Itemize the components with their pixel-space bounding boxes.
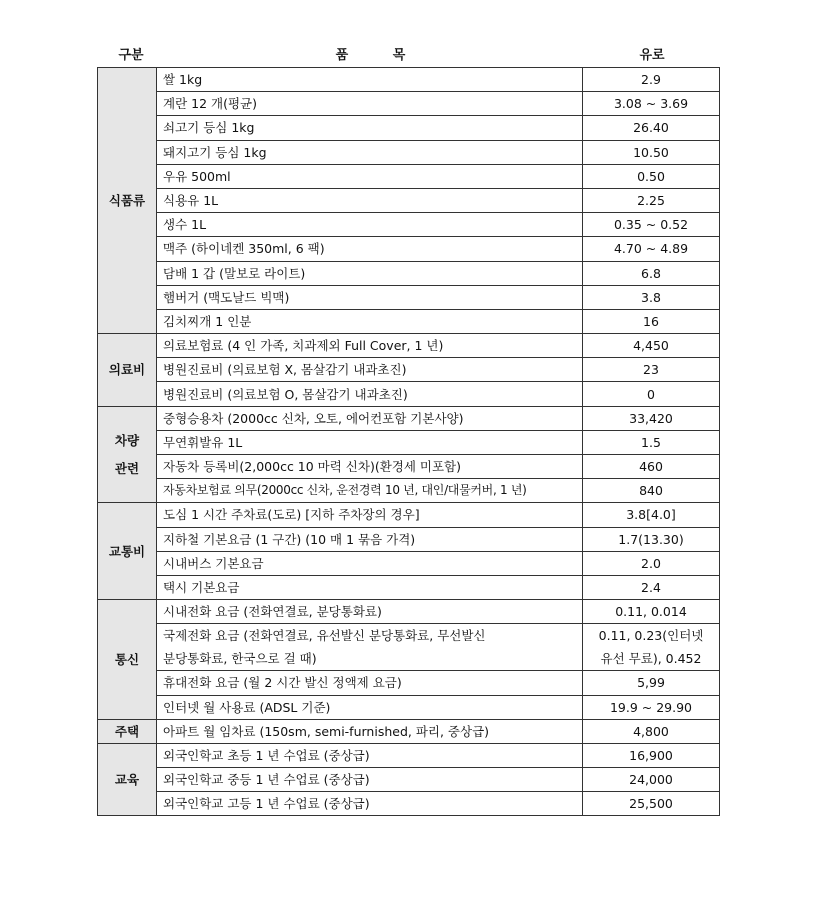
item-cell: 병원진료비 (의료보험 O, 몸살감기 내과초진): [157, 382, 583, 406]
price-cell: 2.4: [583, 575, 720, 599]
table-row: [98, 334, 720, 358]
price-cell: 4,450: [583, 334, 720, 358]
header-item: 품 목: [335, 48, 406, 63]
price-cell: 0: [583, 382, 720, 406]
price-cell: 1.5: [583, 430, 720, 454]
item-cell: 쇠고기 등심 1kg: [157, 116, 583, 140]
item-cell: [157, 624, 583, 671]
item-cell: 택시 기본요금: [157, 575, 583, 599]
item-cell: 자동차 등록비(2,000cc 10 마력 신차)(환경세 미포함): [157, 455, 583, 479]
table-row: [98, 527, 720, 551]
category-housing: 주택: [98, 719, 157, 743]
price-cell: 3.8[4.0]: [583, 503, 720, 527]
item-cell: 도심 1 시간 주차료(도로) [지하 주차장의 경우]: [157, 503, 583, 527]
category-transport: 교통비: [98, 503, 157, 600]
item-cell: 외국인학교 중등 1 년 수업료 (중상급): [157, 768, 583, 792]
table-row: [98, 624, 720, 671]
item-cell: 햄버거 (맥도날드 빅맥): [157, 285, 583, 309]
price-cell: 2.0: [583, 551, 720, 575]
price-table: [97, 67, 720, 816]
category-vehicle-line2: 관련: [114, 460, 140, 476]
table-row: [98, 575, 720, 599]
price-cell: [583, 624, 720, 671]
item-cell: 인터넷 월 사용료 (ADSL 기준): [157, 695, 583, 719]
item-cell: 식용유 1L: [157, 188, 583, 212]
item-cell: 계란 12 개(평균): [157, 92, 583, 116]
price-cell: 5,99: [583, 671, 720, 695]
category-communication: 통신: [98, 600, 157, 720]
table-row: [98, 116, 720, 140]
price-cell: 2.9: [583, 68, 720, 92]
table-row: [98, 188, 720, 212]
price-line2: 유선 무료), 0.452: [600, 651, 702, 667]
item-cell: 자동차보험료 의무(2000cc 신차, 운전경력 10 년, 대인/대물커버, 1 년): [157, 479, 583, 503]
price-cell: 0.35 ~ 0.52: [583, 213, 720, 237]
item-cell: 시내전화 요금 (전화연결료, 분당통화료): [157, 600, 583, 624]
table-row: [98, 479, 720, 503]
price-cell: 23: [583, 358, 720, 382]
price-cell: 460: [583, 455, 720, 479]
item-cell: 생수 1L: [157, 213, 583, 237]
item-cell: 돼지고기 등심 1kg: [157, 140, 583, 164]
table-row: [98, 261, 720, 285]
table-row: [98, 792, 720, 816]
price-cell: 19.9 ~ 29.90: [583, 695, 720, 719]
category-vehicle-line1: 차량: [114, 432, 140, 448]
price-cell: 10.50: [583, 140, 720, 164]
price-cell: 0.11, 0.014: [583, 600, 720, 624]
table-row: [98, 455, 720, 479]
table-row: [98, 406, 720, 430]
table-row: [98, 92, 720, 116]
table-row: [98, 164, 720, 188]
table-row: [98, 358, 720, 382]
item-cell: 아파트 월 임차료 (150sm, semi-furnished, 파리, 중상급): [157, 719, 583, 743]
price-cell: 2.25: [583, 188, 720, 212]
table-row: [98, 309, 720, 333]
table-row: [98, 503, 720, 527]
item-cell: 중형승용차 (2000cc 신차, 오토, 에어컨포함 기본사양): [157, 406, 583, 430]
header-category: 구분: [118, 48, 144, 63]
category-education: 교육: [98, 743, 157, 816]
item-cell: 휴대전화 요금 (월 2 시간 발신 정액제 요금): [157, 671, 583, 695]
price-cell: 0.50: [583, 164, 720, 188]
category-medical: 의료비: [98, 334, 157, 407]
price-cell: 24,000: [583, 768, 720, 792]
item-cell: 시내버스 기본요금: [157, 551, 583, 575]
table-row: [98, 68, 720, 92]
header-price: 유로: [639, 48, 665, 63]
table-row: [98, 237, 720, 261]
price-cell: 6.8: [583, 261, 720, 285]
table-row: [98, 382, 720, 406]
price-cell: 26.40: [583, 116, 720, 140]
price-cell: 4,800: [583, 719, 720, 743]
price-cell: 25,500: [583, 792, 720, 816]
item-cell: 우유 500ml: [157, 164, 583, 188]
item-cell: 맥주 (하이네켄 350ml, 6 팩): [157, 237, 583, 261]
item-cell: 김치찌개 1 인분: [157, 309, 583, 333]
price-cell: 3.08 ~ 3.69: [583, 92, 720, 116]
item-cell: 외국인학교 초등 1 년 수업료 (중상급): [157, 743, 583, 767]
price-line1: 0.11, 0.23(인터넷: [598, 628, 704, 644]
table-row: [98, 671, 720, 695]
table-row: [98, 430, 720, 454]
item-cell: 의료보험료 (4 인 가족, 치과제외 Full Cover, 1 년): [157, 334, 583, 358]
price-cell: 840: [583, 479, 720, 503]
item-cell: 무연휘발유 1L: [157, 430, 583, 454]
price-cell: 4.70 ~ 4.89: [583, 237, 720, 261]
table-row: [98, 768, 720, 792]
price-cell: 16: [583, 309, 720, 333]
item-line2: 분당통화료, 한국으로 걸 때): [163, 651, 317, 667]
item-line1: 국제전화 요금 (전화연결료, 유선발신 분당통화료, 무선발신: [163, 628, 486, 644]
table-row: [98, 140, 720, 164]
price-cell: 33,420: [583, 406, 720, 430]
item-cell: 외국인학교 고등 1 년 수업료 (중상급): [157, 792, 583, 816]
item-cell: 담배 1 갑 (말보로 라이트): [157, 261, 583, 285]
table-row: [98, 695, 720, 719]
price-cell: 3.8: [583, 285, 720, 309]
table-row: [98, 285, 720, 309]
table-row: [98, 213, 720, 237]
category-food: 식품류: [98, 68, 157, 334]
table-row: [98, 551, 720, 575]
item-cell: 지하철 기본요금 (1 구간) (10 매 1 묶음 가격): [157, 527, 583, 551]
item-cell: 쌀 1kg: [157, 68, 583, 92]
price-cell: 16,900: [583, 743, 720, 767]
table-row: [98, 719, 720, 743]
category-vehicle: [98, 406, 157, 503]
item-cell: 병원진료비 (의료보험 X, 몸살감기 내과초진): [157, 358, 583, 382]
table-row: [98, 743, 720, 767]
price-cell: 1.7(13.30): [583, 527, 720, 551]
table-row: [98, 600, 720, 624]
